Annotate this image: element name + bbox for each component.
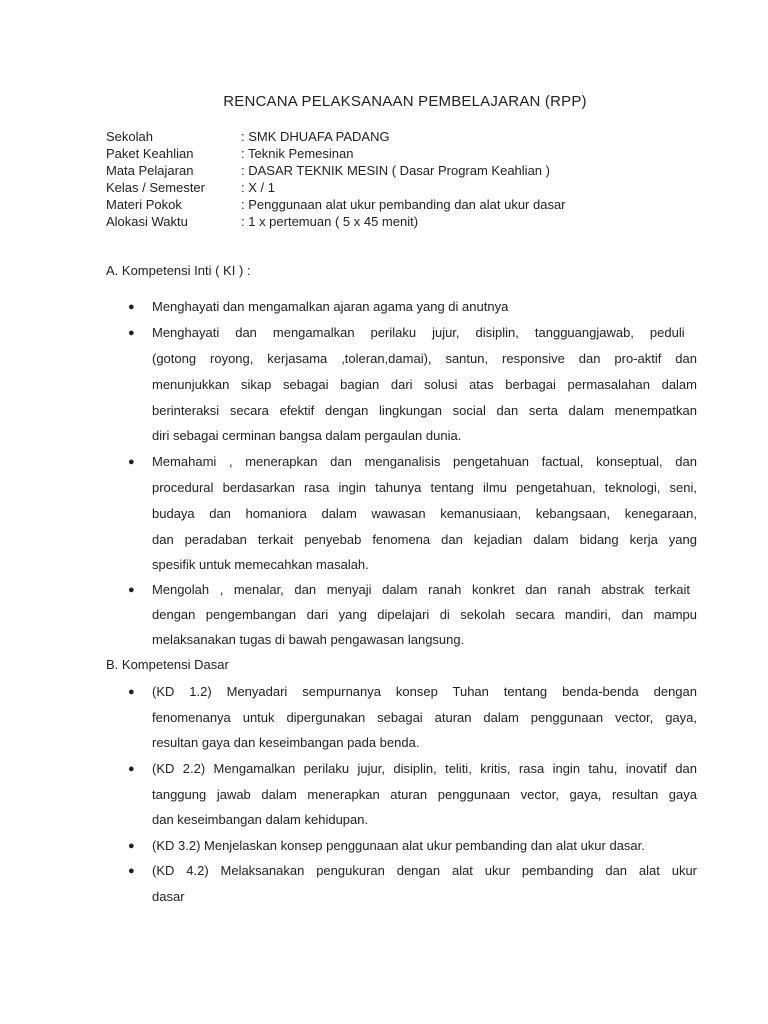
info-label: Alokasi Waktu <box>106 214 188 229</box>
list-item-line: menunjukkan sikap sebagai bagian dari solusi atas berbagai permasalahan dalam <box>152 377 697 392</box>
list-item-line: Menghayati dan mengamalkan ajaran agama yang di anutnya <box>152 299 509 314</box>
list-item-line: procedural berdasarkan rasa ingin tahunya tentang ilmu pengetahuan, teknologi, seni, <box>152 480 697 495</box>
list-item-line: Memahami , menerapkan dan menganalisis pengetahuan factual, konseptual, dan <box>152 454 697 469</box>
info-value: : X / 1 <box>241 180 275 195</box>
info-value: : Penggunaan alat ukur pembanding dan alat ukur dasar <box>241 197 566 212</box>
list-item-line: (KD 4.2) Melaksanakan pengukuran dengan alat ukur pembanding dan alat ukur <box>152 863 697 878</box>
info-label: Paket Keahlian <box>106 146 194 161</box>
list-item-line: budaya dan homaniora dalam wawasan kemanusiaan, kebangsaan, kenegaraan, <box>152 506 697 521</box>
bullet-icon: ● <box>128 456 135 468</box>
info-value: : DASAR TEKNIK MESIN ( Dasar Program Keahlian ) <box>241 163 550 178</box>
list-item-line: dan keseimbangan dalam kehidupan. <box>152 812 369 827</box>
list-item-line: (KD 3.2) Menjelaskan konsep penggunaan alat ukur pembanding dan alat ukur dasar. <box>152 838 645 853</box>
list-item-line: dan peradaban terkait penyebab fenomena dan kejadian dalam bidang kerja yang <box>152 532 697 547</box>
list-item-line: berinteraksi secara efektif dengan lingkungan social dan serta dalam menempatkan <box>152 403 697 418</box>
list-item-line: (gotong royong, kerjasama ,toleran,damai), santun, responsive dan pro-aktif dan <box>152 351 697 366</box>
list-item-line: melaksanakan tugas di bawah pengawasan langsung. <box>152 632 465 647</box>
bullet-icon: ● <box>128 327 135 339</box>
list-item-line: dengan pengembangan dari yang dipelajari di sekolah secara mandiri, dan mampu <box>152 607 697 622</box>
bullet-icon: ● <box>128 763 135 775</box>
list-item-line: spesifik untuk memecahkan masalah. <box>152 557 369 572</box>
info-label: Mata Pelajaran <box>106 163 194 178</box>
bullet-icon: ● <box>128 686 135 698</box>
bullet-icon: ● <box>128 584 135 596</box>
bullet-icon: ● <box>128 301 135 313</box>
list-item-line: Menghayati dan mengamalkan perilaku jujur, disiplin, tangguangjawab, peduli <box>152 325 685 340</box>
list-item-line: diri sebagai cerminan bangsa dalam pergaulan dunia. <box>152 428 462 443</box>
list-item-line: fenomenanya untuk dipergunakan sebagai aturan dalam penggunaan vector, gaya, <box>152 710 697 725</box>
info-label: Sekolah <box>106 129 153 144</box>
section-heading: A. Kompetensi Inti ( KI ) : <box>106 263 251 278</box>
document-title: RENCANA PELAKSANAAN PEMBELAJARAN (RPP) <box>223 93 587 110</box>
bullet-icon: ● <box>128 865 135 877</box>
list-item-line: dasar <box>152 889 185 904</box>
list-item-line: Mengolah , menalar, dan menyaji dalam ranah konkret dan ranah abstrak terkait <box>152 582 690 597</box>
list-item-line: (KD 2.2) Mengamalkan perilaku jujur, disiplin, teliti, kritis, rasa ingin tahu, inovatif dan <box>152 761 697 776</box>
bullet-icon: ● <box>128 840 135 852</box>
info-label: Materi Pokok <box>106 197 182 212</box>
list-item-line: resultan gaya dan keseimbangan pada benda. <box>152 735 420 750</box>
section-heading: B. Kompetensi Dasar <box>106 657 229 672</box>
list-item-line: tanggung jawab dalam menerapkan aturan penggunaan vector, gaya, resultan gaya <box>152 787 697 802</box>
list-item-line: (KD 1.2) Menyadari sempurnanya konsep Tuhan tentang benda-benda dengan <box>152 684 697 699</box>
info-value: : 1 x pertemuan ( 5 x 45 menit) <box>241 214 419 229</box>
info-value: : Teknik Pemesinan <box>241 146 354 161</box>
info-value: : SMK DHUAFA PADANG <box>241 129 390 144</box>
info-label: Kelas / Semester <box>106 180 205 195</box>
